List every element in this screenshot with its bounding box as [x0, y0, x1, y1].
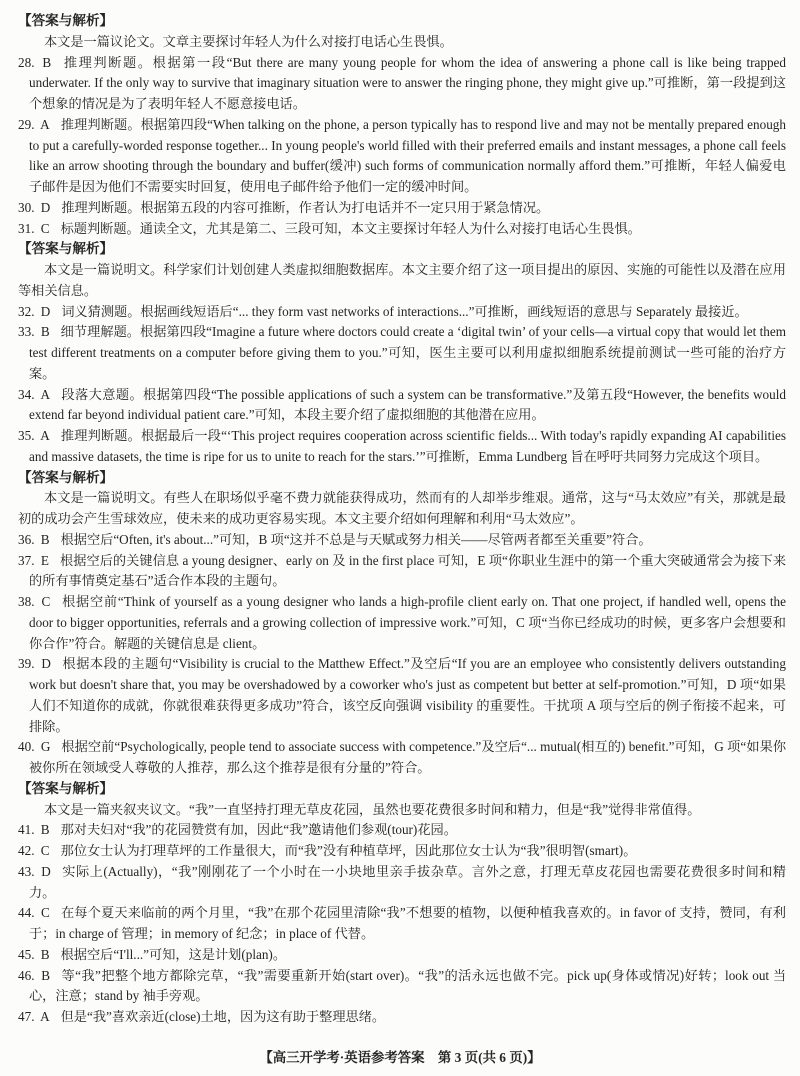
answer-item: [18, 841, 786, 862]
section-header: 【答案与解析】: [18, 13, 114, 28]
answer-explanation: 标题判断题。通读全文，尤其是第二、三段可知，本文主要探讨年轻人为什么对接打电话心生畏惧。: [60, 220, 641, 236]
answer-letter: B: [40, 324, 50, 340]
answer-explanation: 推理判断题。根据第一段“But there are many young people for whom the idea of answering a phone call is like being trapped underwater. If the only way to survive that imaginary situation were to answer the ringing phone, they might give up.”可推断，第一段提到这个想象的情况是为了表明年轻人不愿意接电话。: [29, 54, 786, 111]
answer-explanation: 根据空后的关键信息 a young designer、early on 及 in the first place 可知，E 项“你职业生涯中的第一个重大突破通常会为接下来的所有事情奠定基石”适合作本段的主题句。: [29, 552, 787, 589]
answer-explanation: 推理判断题。根据最后一段“‘This project requires cooperation across scientific fields... With today's rapidly expanding AI capabilities and massive datasets, the time is ripe for us to unite to reach for the stars.’”可推断，Emma Lundberg 旨在呼吁共同努力完成这个项目。: [29, 428, 786, 464]
answer-letter: D: [40, 199, 51, 215]
answer-letter: A: [40, 428, 50, 443]
answer-number: 40.: [18, 739, 35, 755]
answer-number: 33.: [18, 324, 35, 340]
answer-number: 29.: [18, 116, 35, 132]
answer-item: [18, 1007, 786, 1028]
answer-letter: B: [40, 531, 50, 547]
section-header: 【答案与解析】: [18, 469, 114, 485]
answer-letter: B: [40, 946, 50, 962]
answer-item: [18, 115, 786, 198]
answer-letter: A: [40, 116, 50, 132]
answer-number: 28.: [18, 54, 35, 70]
answer-letter: C: [41, 594, 51, 609]
section-intro: 本文是一篇议论文。文章主要探讨年轻人为什么对接打电话心生畏惧。: [44, 33, 453, 49]
answer-item: [18, 592, 786, 654]
page-footer: 【高三开学考·英语参考答案 第 3 页(共 6 页)】: [259, 1050, 541, 1066]
answer-section: [18, 11, 786, 239]
section-header: 【答案与解析】: [18, 780, 114, 796]
answer-explanation: 细节理解题。根据第四段“Imagine a future where doctors could create a ‘digital twin’ of your cells—a virtual copy that would let them test different treatments on a computer before giving them to you.”可知，医生主要可以利用虚拟细胞系统提前测试一些可能的治疗方案。: [29, 324, 786, 381]
answer-section: [18, 779, 786, 1028]
answer-explanation: 等“我”把整个地方都除完草，“我”需要重新开始(start over)。“我”的活永远也做不完。pick up(身体或情况)好转；look out 当心，注意；stand by 袖手旁观。: [29, 967, 787, 1004]
answer-explanation: 根据空后“I'll...”可知，这是计划(plan)。: [60, 946, 287, 962]
answer-item: [18, 737, 786, 779]
answer-item: [18, 654, 786, 737]
answer-item: [18, 966, 786, 1008]
answer-explanation: 但是“我”喜欢亲近(close)土地，因为这有助于整理思绪。: [60, 1009, 386, 1024]
answer-letter: B: [40, 822, 50, 838]
answer-item: [18, 219, 786, 240]
answer-item: [18, 945, 786, 966]
answer-number: 41.: [18, 822, 35, 838]
answer-letter: D: [41, 863, 51, 879]
answer-number: 46.: [18, 967, 35, 983]
answer-number: 47.: [18, 1009, 35, 1024]
section-header: 【答案与解析】: [18, 241, 114, 257]
answer-number: 37.: [18, 552, 35, 568]
section-intro: 本文是一篇夹叙夹议文。“我”一直坚持打理无草皮花园，虽然也要花费很多时间和精力，但是“我”觉得非常值得。: [44, 801, 701, 817]
answer-number: 30.: [18, 199, 35, 215]
answer-explanation: 推理判断题。根据第四段“When talking on the phone, a person typically has to respond live and may not be mentally prepared enough to put a carefully-worded response together... In young people's world filled with their preferred emails and instant messages, a phone call feels like an arrow shooting through the boundary and buffer(缓冲) such forms of communication normally afford them.”可推断，年轻人偏爱电子邮件是因为他们不需要实时回复，使用电子邮件给予他们一定的缓冲时间。: [29, 116, 786, 194]
answer-item: [18, 903, 786, 945]
answer-letter: C: [40, 220, 50, 236]
answer-number: 36.: [18, 531, 35, 547]
answer-number: 43.: [18, 863, 35, 879]
section-intro: 本文是一篇说明文。科学家们计划创建人类虚拟细胞数据库。本文主要介绍了这一项目提出的原因、实施的可能性以及潜在应用等相关信息。: [18, 262, 786, 298]
answer-letter: D: [40, 303, 51, 319]
answer-number: 42.: [18, 843, 35, 858]
answer-explanation: 根据空后“Often, it's about...”可知，B 项“这并不总是与天赋或努力相关——尽管两者都至关重要”符合。: [60, 531, 652, 547]
answer-letter: G: [40, 739, 51, 755]
answer-explanation: 根据空前“Think of yourself as a young designer who lands a high-profile client early on. That one project, if handled well, opens the door to bigger opportunities, referrals and a growing collection of impressive work.”可知，C 项“当你已经成功的时候，更多客户会想要和你合作”符合。解题的关键信息是 client。: [29, 594, 787, 651]
answer-item: [18, 862, 786, 904]
answer-letter: C: [40, 905, 50, 921]
answer-number: 38.: [18, 594, 35, 609]
answer-explanation: 根据本段的主题句“Visibility is crucial to the Matthew Effect.”及空后“If you are an employee who consistently delivers outstanding work but doesn't share that, you may be overshadowed by a coworker who's just as competent but better at self-promotion.”可知，D 项“如果人们不知道你的成就，你就很难获得更多成功”符合，该空反向强调 visibility 的重要性。干扰项 A 项与空后的例子衔接不起来，可排除。: [29, 656, 786, 734]
section-intro: 本文是一篇说明文。有些人在职场似乎毫不费力就能获得成功，然而有的人却举步维艰。通常，这与“马太效应”有关，那就是最初的成功会产生雪球效应，使未来的成功更容易实现。本文主要介绍如何理解和利用“马太效应”。: [18, 490, 786, 526]
answer-section: [18, 468, 786, 779]
answer-letter: C: [40, 843, 50, 858]
answer-item: [18, 322, 786, 384]
answer-number: 35.: [18, 428, 35, 443]
answer-letter: E: [40, 552, 49, 568]
answer-item: [18, 530, 786, 551]
answer-explanation: 段落大意题。根据第四段“The possible applications of such a system can be transformative.”及第五段“However, the benefits would extend far beyond individual patient care.”可知，本段主要介绍了虚拟细胞的其他潜在应用。: [29, 386, 786, 423]
answer-item: [18, 198, 786, 219]
answer-number: 39.: [18, 656, 35, 672]
answer-item: [18, 302, 786, 323]
answer-item: [18, 53, 786, 115]
answer-letter: B: [42, 54, 52, 70]
answer-letter: A: [40, 1009, 50, 1024]
answer-explanation: 实际上(Actually)，“我”刚刚花了一个小时在一小块地里亲手拔杂草。言外之意，打理无草皮花园也需要花费很多时间和精力。: [29, 863, 786, 900]
answer-item: [18, 820, 786, 841]
answer-item: [18, 551, 786, 593]
answer-number: 45.: [18, 946, 35, 962]
answer-explanation: 那对夫妇对“我”的花园赞赏有加，因此“我”邀请他们参观(tour)花园。: [60, 822, 457, 838]
answer-explanation: 词义猜测题。根据画线短语后“... they form vast networks of interactions...”可推断，画线短语的意思与 Separately 最接近。: [61, 303, 748, 319]
answer-number: 31.: [18, 220, 35, 236]
answer-item: [18, 426, 786, 468]
answer-letter: D: [41, 656, 51, 672]
answer-explanation: 推理判断题。根据第五段的内容可推断，作者认为打电话并不一定只用于紧急情况。: [61, 199, 550, 215]
answer-number: 44.: [18, 905, 35, 921]
answer-letter: B: [41, 967, 51, 983]
answer-letter: A: [40, 386, 51, 402]
answer-item: [18, 385, 786, 427]
answer-number: 34.: [18, 386, 35, 402]
answer-key-content: [18, 11, 786, 1028]
answer-number: 32.: [18, 303, 35, 319]
answer-explanation: 那位女士认为打理草坪的工作量很大，而“我”没有种植草坪，因此那位女士认为“我”很明智(smart)。: [60, 843, 637, 858]
answer-explanation: 在每个夏天来临前的两个月里，“我”在那个花园里清除“我”不想要的植物，以便种植我喜欢的。in favor of 支持，赞同，有利于；in charge of 管理；in memory of 纪念；in place of 代替。: [29, 905, 786, 941]
answer-section: [18, 239, 786, 467]
answer-explanation: 根据空前“Psychologically, people tend to associate success with competence.”及空后“... mutual(相互的) benefit.”可知，G 项“如果你被你所在领域受人尊敬的人推荐，那么这个推荐是很有分量的”符合。: [29, 739, 787, 775]
